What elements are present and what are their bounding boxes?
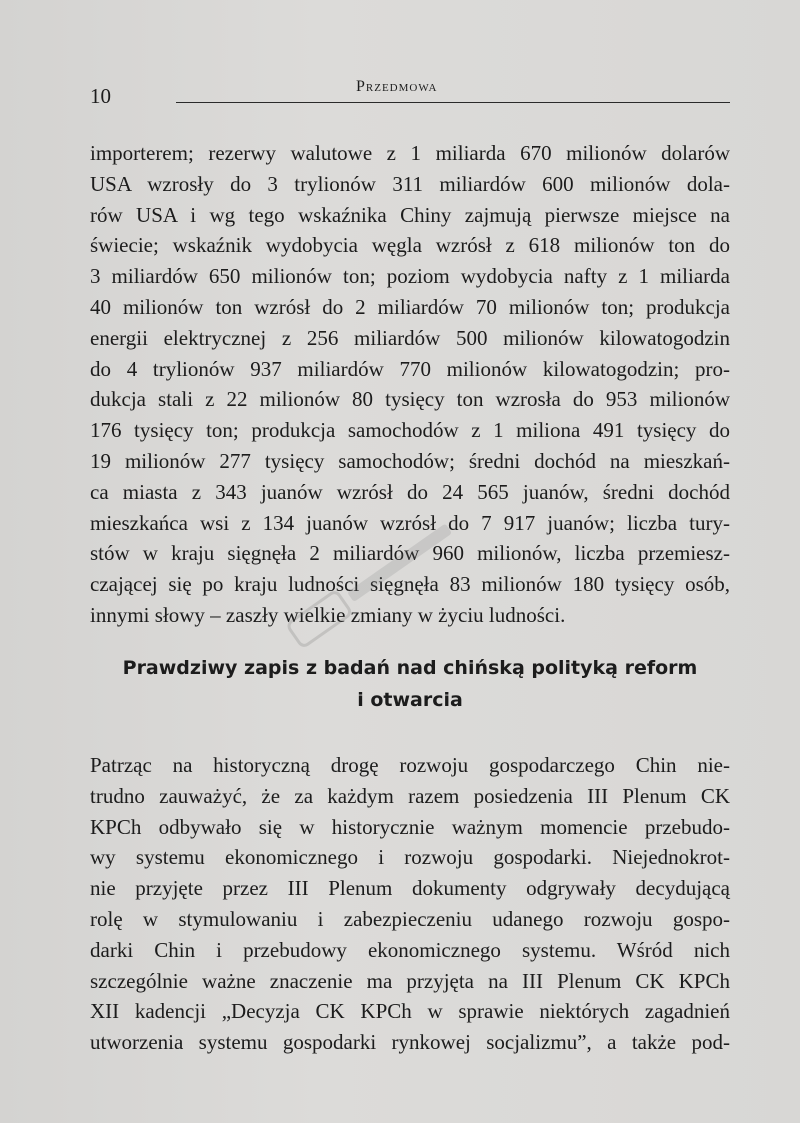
page-number: 10 xyxy=(90,84,111,108)
section-heading xyxy=(90,652,730,716)
text-line: ca miasta z 343 juanów wzrósł do 24 565 juanów, średni dochód xyxy=(90,479,730,504)
text-line: mieszkańca wsi z 134 juanów wzrósł do 7 917 juanów; liczba tury- xyxy=(90,510,730,535)
text-line: 19 milionów 277 tysięcy samochodów; średni dochód na mieszkań- xyxy=(90,448,730,473)
page-header xyxy=(90,78,730,110)
text-line: rolę w stymulowaniu i zabezpieczeniu udanego rozwoju gospo- xyxy=(90,906,730,931)
text-line: nie przyjęte przez III Plenum dokumenty odgrywały decydującą xyxy=(90,876,730,901)
text-line: USA wzrosły do 3 trylionów 311 miliardów 600 milionów dola- xyxy=(90,171,730,196)
text-line: 40 milionów ton wzrósł do 2 miliardów 70 milionów ton; produkcja xyxy=(90,294,730,319)
text-line: 176 tysięcy ton; produkcja samochodów z 1 miliona 491 tysięcy do xyxy=(90,418,730,443)
text-line: dukcja stali z 22 milionów 80 tysięcy ton wzrosła do 953 milionów xyxy=(90,387,730,412)
text-line: innymi słowy – zaszły wielkie zmiany w życiu ludności. xyxy=(90,602,566,627)
text-line: trudno zauważyć, że za każdym razem posiedzenia III Plenum CK xyxy=(90,783,730,808)
section-heading-line-2: i otwarcia xyxy=(357,689,463,711)
text-line: świecie; wskaźnik wydobycia węgla wzrósł z 618 milionów ton do xyxy=(90,233,730,258)
text-line: 3 miliardów 650 milionów ton; poziom wydobycia nafty z 1 miliarda xyxy=(90,264,730,289)
text-line: wy systemu ekonomicznego i rozwoju gospodarki. Niejednokrot- xyxy=(90,845,730,870)
header-rule xyxy=(176,102,730,103)
text-line: do 4 trylionów 937 miliardów 770 milionów kilowatogodzin; pro- xyxy=(90,356,730,381)
text-line: XII kadencji „Decyzja CK KPCh w sprawie niektórych zagadnień xyxy=(90,999,730,1024)
text-line: czającej się po kraju ludności sięgnęła 83 milionów 180 tysięcy osób, xyxy=(90,572,730,597)
body-paragraph-1 xyxy=(90,138,730,631)
text-line: KPCh odbywało się w historycznie ważnym momencie przebudo- xyxy=(90,814,730,839)
body-paragraph-2 xyxy=(90,750,730,1058)
section-heading-line-1: Prawdziwy zapis z badań nad chińską polityką reform xyxy=(122,657,698,679)
text-line: rów USA i wg tego wskaźnika Chiny zajmują pierwsze miejsce na xyxy=(90,202,730,227)
text-line: energii elektrycznej z 256 miliardów 500 milionów kilowatogodzin xyxy=(90,325,730,350)
text-line: szczególnie ważne znaczenie ma przyjęta na III Plenum CK KPCh xyxy=(90,968,730,993)
text-line: utworzenia systemu gospodarki rynkowej socjalizmu”, a także pod- xyxy=(90,1030,730,1055)
text-line: importerem; rezerwy walutowe z 1 miliarda 670 milionów dolarów xyxy=(90,141,730,165)
text-line: stów w kraju sięgnęła 2 miliardów 960 milionów, liczba przemiesz- xyxy=(90,541,730,566)
text-line: Patrząc na historyczną drogę rozwoju gospodarczego Chin nie- xyxy=(90,753,730,777)
text-line: darki Chin i przebudowy ekonomicznego systemu. Wśród nich xyxy=(90,937,730,962)
running-title: Przedmowa xyxy=(356,78,438,95)
